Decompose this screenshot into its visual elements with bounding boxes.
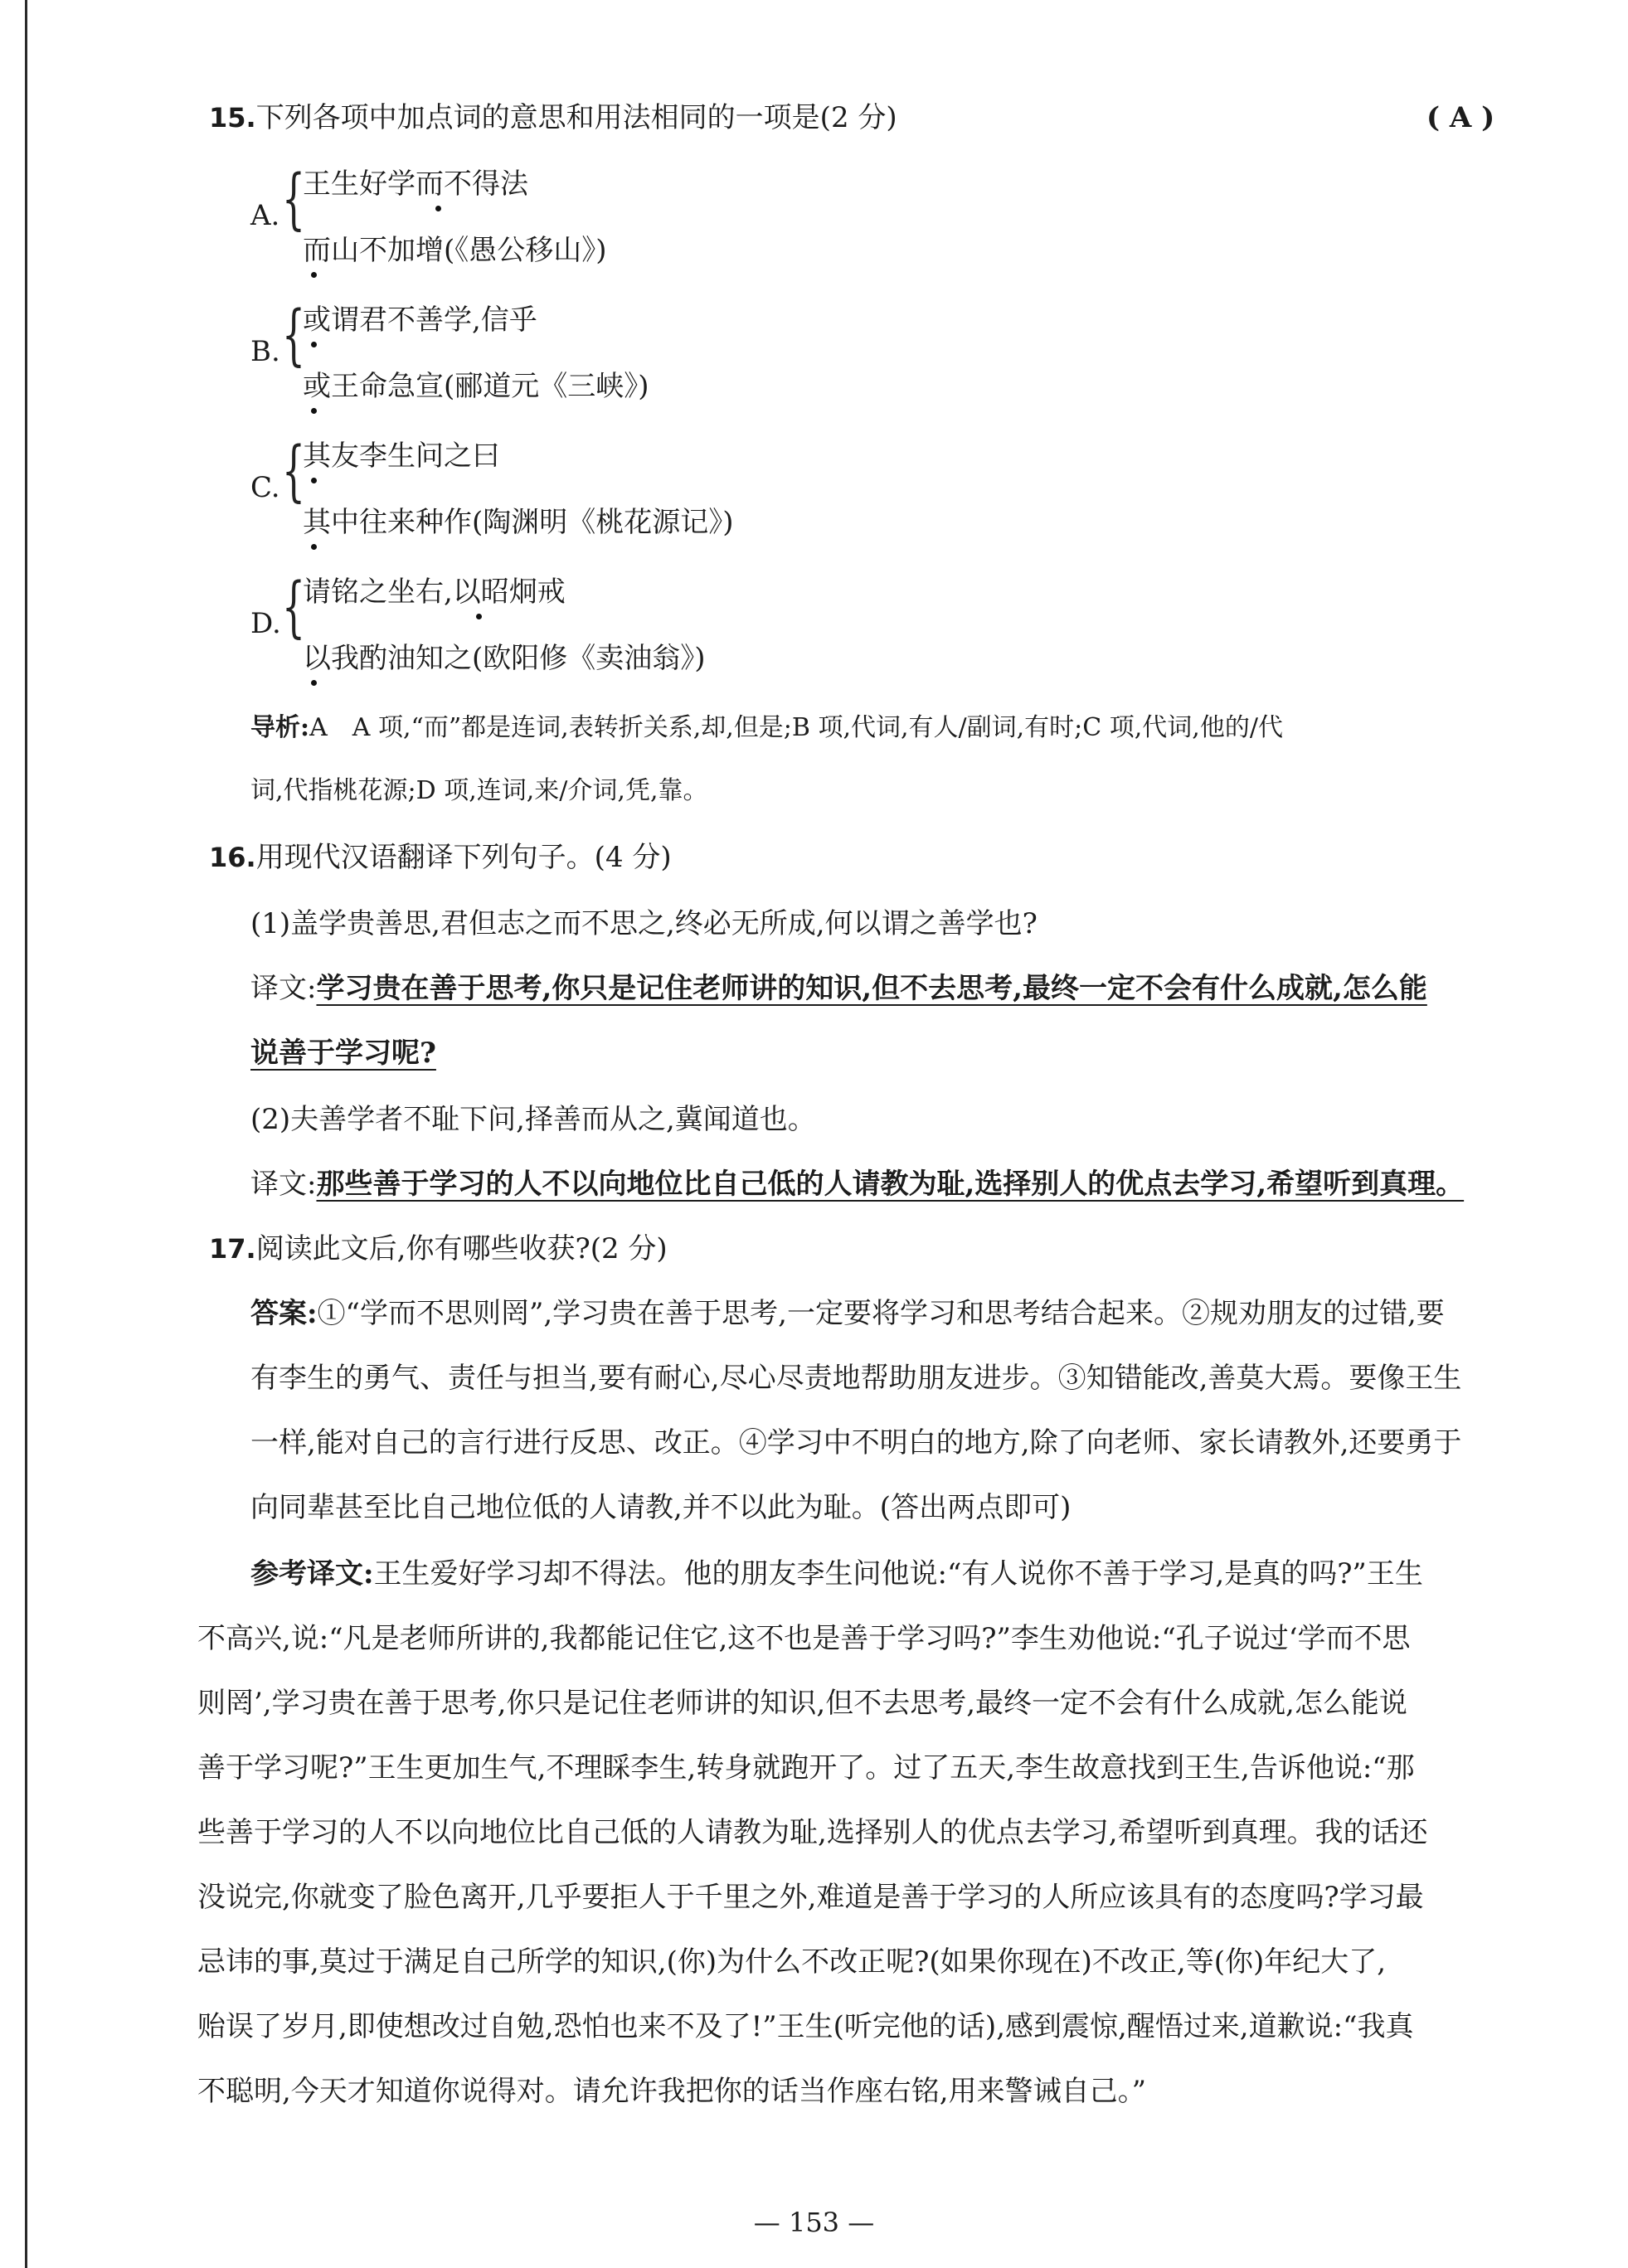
reference-line5: 些善于学习的人不以向地位比自己低的人请教为耻,选择别人的优点去学习,希望听到真理。我的话还 [197, 1816, 1428, 1849]
q16-sentence-1: (1)盖学贵善思,君但志之而不思之,终必无所成,何以谓之善学也? [250, 907, 1038, 940]
emphasis-dot [311, 272, 317, 278]
q17-answer-line3: 一样,能对自己的言行进行反思、改正。④学习中不明白的地方,除了向老师、家长请教外,还要勇于 [250, 1426, 1462, 1459]
emphasis-dot [311, 680, 317, 686]
answer-label: 答案: [250, 1297, 318, 1330]
reference-line3: 则罔’,学习贵在善于思考,你只是记住老师讲的知识,但不去思考,最终一定不会有什么成就,怎么能说 [197, 1687, 1407, 1720]
reference-line2: 不高兴,说:“凡是老师所讲的,我都能记住它,这不也是善于学习吗?”李生劝他说:“孔子说过‘学而不思 [197, 1622, 1411, 1655]
q17-header [209, 1231, 668, 1267]
q15-header [209, 100, 897, 136]
q16-translation-2 [250, 1166, 1464, 1202]
q16-sentence-2: (2)夫善学者不耻下问,择善而从之,冀闻道也。 [250, 1103, 816, 1136]
q16-translation-1-line1 [250, 970, 1427, 1007]
translation-2-text: 那些善于学习的人不以向地位比自己低的人请教为耻,选择别人的优点去学习,希望听到真理。 [316, 1168, 1465, 1201]
q16-stem: 用现代汉语翻译下列句子。(4 分) [255, 841, 672, 874]
q15-answer: ( A ) [1426, 101, 1495, 134]
q16-translation-1-line2: 说善于学习呢? [250, 1037, 436, 1070]
option-a-letter: A. [250, 199, 280, 232]
q15-analysis-line2: 词,代指桃花源;D 项,连词,来/介词,凭,靠。 [250, 776, 708, 805]
binding-line [25, 0, 27, 2268]
emphasis-dot [476, 614, 482, 619]
option-b-letter: B. [250, 335, 280, 368]
option-d-letter: D. [250, 607, 281, 640]
option-b-line2: 或王命急宣(郦道元《三峡》) [303, 370, 649, 403]
answer-text-1: ①“学而不思则罔”,学习贵在善于思考,一定要将学习和思考结合起来。②规劝朋友的过错,要 [317, 1297, 1445, 1330]
reference-line6: 没说完,你就变了脸色离开,几乎要拒人于千里之外,难道是善于学习的人所应该具有的态度吗?学习最 [197, 1881, 1424, 1914]
reference-line9: 不聪明,今天才知道你说得对。请允许我把你的话当作座右铭,用来警诫自己。” [197, 2075, 1146, 2108]
translation-label: 译文: [250, 972, 317, 1005]
emphasis-dot [311, 478, 317, 483]
reference-text-1: 王生爱好学习却不得法。他的朋友李生问他说:“有人说你不善于学习,是真的吗?”王生 [373, 1557, 1423, 1591]
option-c-letter: C. [250, 471, 280, 504]
reference-line7: 忌讳的事,莫过于满足自己所学的知识,(你)为什么不改正呢?(如果你现在)不改正,等(你)年纪大了, [197, 1945, 1387, 1979]
reference-label: 参考译文: [250, 1557, 374, 1591]
option-d-line2: 以我酌油知之(欧阳修《卖油翁》) [303, 642, 706, 675]
translation-label: 译文: [250, 1168, 317, 1201]
reference-line1 [250, 1556, 1423, 1592]
q17-answer-line1 [250, 1295, 1445, 1332]
reference-line4: 善于学习呢?”王生更加生气,不理睬李生,转身就跑开了。过了五天,李生故意找到王生,告诉他说:“那 [197, 1751, 1415, 1785]
analysis-label: 导析: [250, 713, 310, 742]
option-b-brace: { [282, 296, 305, 373]
q17-stem: 阅读此文后,你有哪些收获?(2 分) [255, 1232, 668, 1265]
q17-answer-line4: 向同辈甚至比自己地位低的人请教,并不以此为耻。(答出两点即可) [250, 1491, 1072, 1524]
reference-line8: 贻误了岁月,即使想改过自勉,恐怕也来不及了!”王生(听完他的话),感到震惊,醒悟过来,道歉说:“我真 [197, 2010, 1414, 2043]
page-number: — 153 — [753, 2207, 875, 2238]
option-a-line1: 王生好学而不得法 [303, 168, 528, 201]
q16-number: 16. [209, 842, 256, 873]
translation-1-text: 学习贵在善于思考,你只是记住老师讲的知识,但不去思考,最终一定不会有什么成就,怎么能 [316, 972, 1427, 1005]
emphasis-dot [311, 342, 317, 347]
emphasis-dot [311, 544, 317, 550]
q16-header [209, 839, 672, 876]
q15-analysis-line1 [250, 710, 1283, 746]
option-d-brace: { [282, 568, 305, 645]
analysis-text-1: A A 项,“而”都是连词,表转折关系,却,但是;B 项,代词,有人/副词,有时;C 项,代词,他的/代 [309, 713, 1283, 742]
q17-answer-line2: 有李生的勇气、责任与担当,要有耐心,尽心尽责地帮助朋友进步。③知错能改,善莫大焉。要像王生 [250, 1362, 1462, 1395]
q15-number: 15. [209, 102, 256, 134]
emphasis-dot [311, 408, 317, 414]
q15-stem: 下列各项中加点词的意思和用法相同的一项是(2 分) [255, 101, 897, 134]
option-d-line1: 请铭之坐右,以昭炯戒 [303, 575, 566, 609]
option-a-line2: 而山不加增(《愚公移山》) [303, 234, 607, 267]
q17-number: 17. [209, 1233, 256, 1265]
option-c-line2: 其中往来种作(陶渊明《桃花源记》) [303, 506, 734, 539]
emphasis-dot [435, 206, 441, 211]
option-c-line1: 其友李生问之曰 [303, 440, 500, 473]
option-c-brace: { [282, 432, 305, 509]
option-a-brace: { [282, 160, 305, 237]
option-b-line1: 或谓君不善学,信乎 [303, 304, 537, 337]
